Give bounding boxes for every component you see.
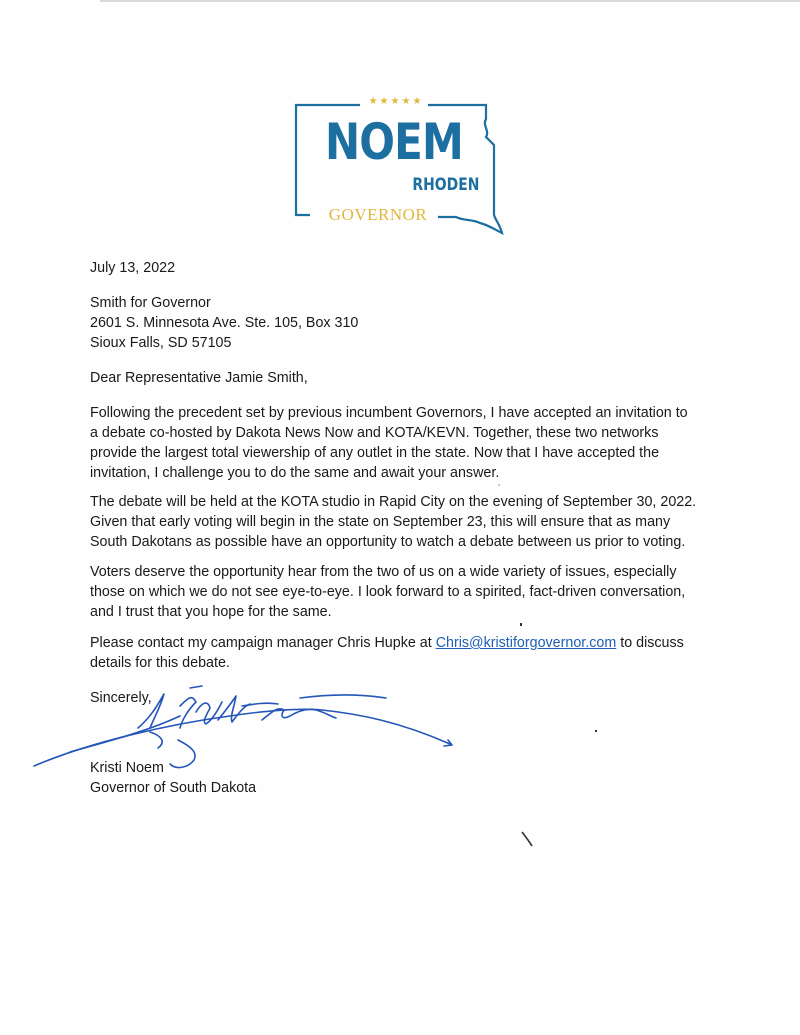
running-mate-name: RHODEN (412, 175, 480, 195)
contact-line (90, 633, 684, 654)
paragraph-line: a debate co-hosted by Dakota News Now and KOTA/KEVN. Together, these two networks (90, 425, 659, 441)
paragraph-line: Following the precedent set by previous incumbent Governors, I have accepted an invitation to (90, 405, 688, 421)
contact-text: to discuss (616, 635, 684, 651)
signer-title: Governor of South Dakota (90, 780, 257, 796)
campaign-logo (288, 95, 510, 240)
letter-date: July 13, 2022 (90, 260, 176, 276)
paragraph-line: provide the largest total viewership of any outlet in the state. Now that I have accepted the (90, 445, 660, 461)
scan-speck (595, 730, 597, 732)
stars-row: ★★★★★ (368, 96, 424, 107)
paragraph-line: The debate will be held at the KOTA studio in Rapid City on the evening of September 30, 2022. (90, 494, 697, 510)
recipient-line: Smith for Governor (90, 295, 211, 311)
scan-speck (520, 623, 522, 626)
signer-name: Kristi Noem (90, 760, 164, 776)
paragraph-line: South Dakotans as possible have an opportunity to watch a debate between us prior to voting. (90, 534, 686, 550)
contact-text: Please contact my campaign manager Chris Hupke at (90, 635, 436, 651)
email-link[interactable]: Chris@kristiforgovernor.com (435, 635, 617, 651)
scan-edge (100, 0, 800, 2)
scan-speck (498, 484, 500, 486)
paragraph-line: those on which we do not see eye-to-eye. I look forward to a spirited, fact-driven conversation, (90, 584, 686, 600)
recipient-line: 2601 S. Minnesota Ave. Ste. 105, Box 310 (90, 315, 359, 331)
paragraph-line: Voters deserve the opportunity hear from the two of us on a wide variety of issues, especially (90, 564, 677, 580)
scan-mark (520, 830, 536, 850)
office-label: GOVERNOR (328, 205, 428, 224)
closing: Sincerely, (90, 690, 152, 706)
paragraph-line: invitation, I challenge you to do the same and await your answer. (90, 465, 500, 481)
candidate-name: NOEM (325, 113, 463, 171)
paragraph-line: and I trust that you hope for the same. (90, 604, 332, 620)
contact-line: details for this debate. (90, 655, 230, 671)
salutation: Dear Representative Jamie Smith, (90, 370, 308, 386)
paragraph-line: Given that early voting will begin in the state on September 23, this will ensure that as many (90, 514, 671, 530)
recipient-line: Sioux Falls, SD 57105 (90, 335, 232, 351)
